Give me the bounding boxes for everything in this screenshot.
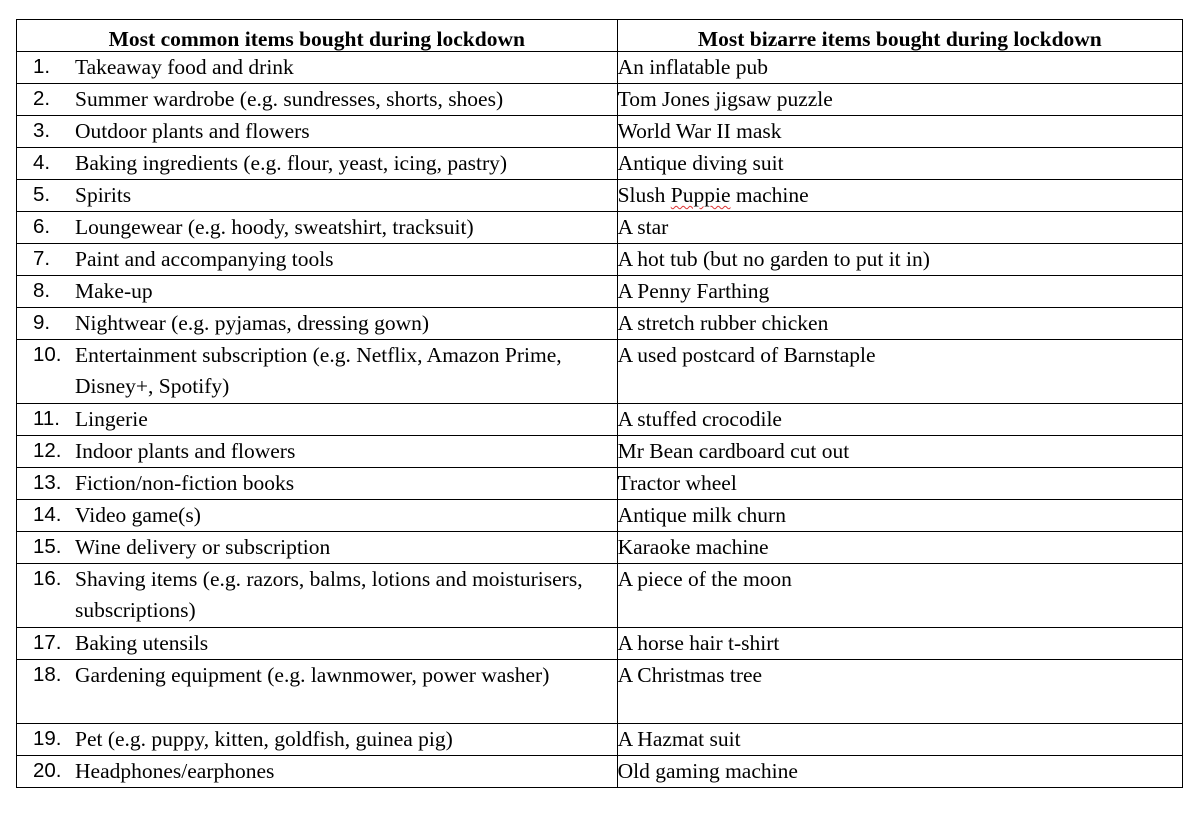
bizarre-item-cell: Karaoke machine <box>617 532 1182 564</box>
common-item-cell <box>17 180 618 212</box>
common-item-cell <box>17 148 618 180</box>
table-body <box>17 52 1183 788</box>
item-number: 15. <box>33 535 62 558</box>
item-number-wrap <box>17 724 75 755</box>
common-item <box>17 308 617 339</box>
item-number: 19. <box>33 727 62 750</box>
common-item-text: Gardening equipment (e.g. lawnmower, power washer) <box>75 663 550 687</box>
common-item-cell <box>17 628 618 660</box>
bizarre-item-cell: Slush Puppie machine <box>617 180 1182 212</box>
item-number-wrap <box>17 52 75 83</box>
common-item <box>17 52 617 83</box>
item-number: 12. <box>33 439 62 462</box>
table-row <box>17 404 1183 436</box>
bizarre-item-cell: A piece of the moon <box>617 564 1182 628</box>
item-number-wrap <box>17 468 75 499</box>
common-item-cell <box>17 660 618 724</box>
item-number: 6. <box>33 215 51 238</box>
bizarre-item-cell: Tom Jones jigsaw puzzle <box>617 84 1182 116</box>
item-number: 8. <box>33 279 51 302</box>
item-number-wrap <box>17 84 75 115</box>
item-number-wrap <box>17 212 75 243</box>
item-number-wrap <box>17 660 75 691</box>
table-row <box>17 468 1183 500</box>
common-item-text: Baking utensils <box>75 631 209 655</box>
item-number-wrap <box>17 244 75 275</box>
table-row <box>17 116 1183 148</box>
common-item-cell <box>17 308 618 340</box>
table-row <box>17 532 1183 564</box>
item-number: 7. <box>33 247 51 270</box>
bizarre-item-cell: World War II mask <box>617 116 1182 148</box>
item-number-wrap <box>17 276 75 307</box>
header-common-items: Most common items bought during lockdown <box>17 20 618 52</box>
common-item-cell <box>17 340 618 404</box>
item-number: 20. <box>33 759 62 782</box>
item-number-wrap <box>17 532 75 563</box>
item-number-wrap <box>17 628 75 659</box>
common-item-text: Spirits <box>75 183 132 207</box>
common-item <box>17 468 617 499</box>
common-item-cell <box>17 436 618 468</box>
common-item-text: Paint and accompanying tools <box>75 247 334 271</box>
table-row <box>17 724 1183 756</box>
common-item <box>17 84 617 115</box>
bizarre-item-cell: Antique milk churn <box>617 500 1182 532</box>
common-item <box>17 340 617 401</box>
item-number-wrap <box>17 500 75 531</box>
lockdown-items-table <box>16 19 1183 788</box>
common-item-text: Loungewear (e.g. hoody, sweatshirt, tracksuit) <box>75 215 474 239</box>
table-header <box>17 20 1183 52</box>
common-item <box>17 532 617 563</box>
bizarre-item-cell: A Hazmat suit <box>617 724 1182 756</box>
bizarre-item-cell: A Christmas tree <box>617 660 1182 724</box>
table-row <box>17 660 1183 724</box>
common-item <box>17 628 617 659</box>
item-number-wrap <box>17 148 75 179</box>
common-item-cell <box>17 244 618 276</box>
item-number: 2. <box>33 87 51 110</box>
common-item-cell <box>17 52 618 84</box>
table-row <box>17 276 1183 308</box>
item-number-wrap <box>17 564 75 595</box>
common-item-cell <box>17 564 618 628</box>
bizarre-item-cell: A hot tub (but no garden to put it in) <box>617 244 1182 276</box>
item-number-wrap <box>17 436 75 467</box>
common-item <box>17 436 617 467</box>
common-item <box>17 116 617 147</box>
common-item <box>17 724 617 755</box>
table-row <box>17 84 1183 116</box>
common-item-text: Nightwear (e.g. pyjamas, dressing gown) <box>75 311 430 335</box>
common-item <box>17 276 617 307</box>
bizarre-item-cell: Tractor wheel <box>617 468 1182 500</box>
common-item-text: Pet (e.g. puppy, kitten, goldfish, guinea pig) <box>75 727 453 751</box>
bizarre-item-cell: Old gaming machine <box>617 756 1182 788</box>
table-row <box>17 244 1183 276</box>
spellcheck-flagged-word: Puppie <box>670 183 731 207</box>
item-number-wrap <box>17 404 75 435</box>
common-item-text: Takeaway food and drink <box>75 55 294 79</box>
item-number: 16. <box>33 567 62 590</box>
common-item-text: Indoor plants and flowers <box>75 439 296 463</box>
common-item <box>17 564 617 625</box>
common-item-text: Outdoor plants and flowers <box>75 119 310 143</box>
item-number: 3. <box>33 119 51 142</box>
common-item-text: Summer wardrobe (e.g. sundresses, shorts, shoes) <box>75 87 504 111</box>
common-item <box>17 404 617 435</box>
table-row <box>17 436 1183 468</box>
common-item-text: Baking ingredients (e.g. flour, yeast, icing, pastry) <box>75 151 508 175</box>
table-row <box>17 628 1183 660</box>
table-row <box>17 212 1183 244</box>
common-item-cell <box>17 532 618 564</box>
item-number-wrap <box>17 756 75 787</box>
table-row <box>17 148 1183 180</box>
table-row <box>17 756 1183 788</box>
common-item <box>17 660 617 691</box>
common-item-text: Fiction/non-fiction books <box>75 471 295 495</box>
item-number: 10. <box>33 343 62 366</box>
item-number: 13. <box>33 471 62 494</box>
header-bizarre-items: Most bizarre items bought during lockdown <box>617 20 1182 52</box>
item-number: 11. <box>33 407 60 430</box>
common-item-cell <box>17 404 618 436</box>
item-number-wrap <box>17 116 75 147</box>
common-item-text: Video game(s) <box>75 503 201 527</box>
item-number: 17. <box>33 631 62 654</box>
bizarre-item-cell: A star <box>617 212 1182 244</box>
common-item <box>17 756 617 787</box>
common-item-cell <box>17 468 618 500</box>
table-row <box>17 308 1183 340</box>
item-number: 14. <box>33 503 62 526</box>
table-row <box>17 180 1183 212</box>
table-row <box>17 500 1183 532</box>
bizarre-item-cell: Mr Bean cardboard cut out <box>617 436 1182 468</box>
common-item-text: Entertainment subscription (e.g. Netflix, Amazon Prime, Disney+, Spotify) <box>75 343 562 398</box>
common-item <box>17 500 617 531</box>
item-number-wrap <box>17 308 75 339</box>
bizarre-item-cell: An inflatable pub <box>617 52 1182 84</box>
common-item <box>17 212 617 243</box>
item-number: 5. <box>33 183 51 206</box>
bizarre-item-cell: A Penny Farthing <box>617 276 1182 308</box>
bizarre-item-cell: A stuffed crocodile <box>617 404 1182 436</box>
table-row <box>17 52 1183 84</box>
common-item-text: Lingerie <box>75 407 148 431</box>
item-number: 1. <box>33 55 51 78</box>
bizarre-item-cell: A horse hair t-shirt <box>617 628 1182 660</box>
bizarre-item-cell: Antique diving suit <box>617 148 1182 180</box>
common-item-cell <box>17 212 618 244</box>
common-item-text: Shaving items (e.g. razors, balms, lotions and moisturisers, subscriptions) <box>75 567 583 622</box>
common-item-cell <box>17 276 618 308</box>
item-number-wrap <box>17 340 75 371</box>
common-item-cell <box>17 116 618 148</box>
common-item-text: Headphones/earphones <box>75 759 275 783</box>
common-item-cell <box>17 724 618 756</box>
header-row <box>17 20 1183 52</box>
bizarre-item-cell: A used postcard of Barnstaple <box>617 340 1182 404</box>
common-item <box>17 244 617 275</box>
item-number: 9. <box>33 311 51 334</box>
table-row <box>17 564 1183 628</box>
common-item <box>17 180 617 211</box>
item-number-wrap <box>17 180 75 211</box>
common-item-cell <box>17 756 618 788</box>
common-item-text: Wine delivery or subscription <box>75 535 331 559</box>
item-number: 4. <box>33 151 51 174</box>
item-number: 18. <box>33 663 62 686</box>
common-item-cell <box>17 84 618 116</box>
bizarre-item-cell: A stretch rubber chicken <box>617 308 1182 340</box>
common-item-cell <box>17 500 618 532</box>
table-row <box>17 340 1183 404</box>
common-item-text: Make-up <box>75 279 153 303</box>
common-item <box>17 148 617 179</box>
